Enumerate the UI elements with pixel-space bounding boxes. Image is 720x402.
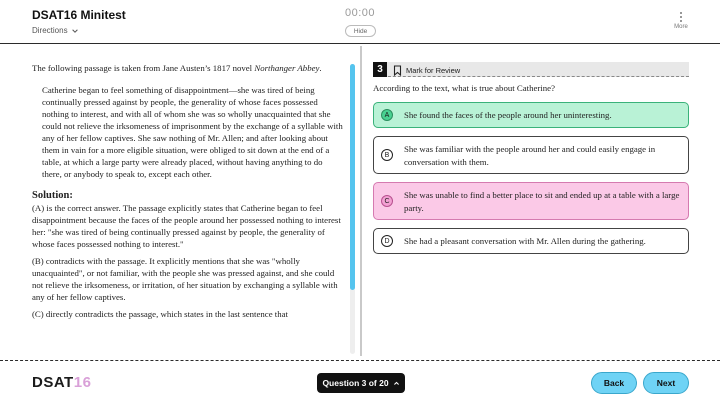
mark-for-review-button[interactable]: [393, 64, 460, 76]
bookmark-icon: [393, 65, 402, 76]
chevron-up-icon: [393, 380, 400, 387]
question-number: 3: [373, 62, 387, 77]
footer-divider: [0, 360, 720, 361]
question-navigator-button[interactable]: [317, 373, 405, 393]
next-button[interactable]: Next: [643, 372, 689, 394]
answer-option-d[interactable]: [373, 228, 689, 254]
directions-label: Directions: [32, 26, 68, 35]
pane-divider[interactable]: [360, 46, 362, 356]
timer: 00:00: [344, 7, 376, 19]
option-text: She had a pleasant conversation with Mr. Allen during the gathering.: [404, 236, 646, 246]
option-text: She found the faces of the people around her uninteresting.: [404, 110, 612, 120]
logo-number: 16: [73, 374, 92, 391]
solution-heading: Solution:: [32, 190, 73, 201]
more-menu-button[interactable]: [669, 12, 693, 30]
mark-for-review-label: Mark for Review: [406, 65, 461, 75]
top-header: [0, 0, 720, 44]
answer-option-b[interactable]: [373, 136, 689, 174]
option-letter: B: [381, 149, 393, 161]
back-button[interactable]: Back: [591, 372, 637, 394]
passage-content: [32, 62, 344, 325]
intro-suffix: .: [319, 63, 322, 73]
more-vertical-icon: [669, 12, 693, 22]
option-letter: A: [381, 109, 393, 121]
question-navigator-label: Question 3 of 20: [322, 378, 389, 388]
directions-toggle[interactable]: [32, 26, 79, 35]
solution-paragraph: (A) is the correct answer. The passage explicitly states that Catherine began to feel disappointment because the faces of the people around her possessed nothing to interest her: "she was tired of being continually pressed against by people, the generality of whose faces possessed nothing to interest.": [32, 203, 341, 249]
solution-paragraph: (C) directly contradicts the passage, which states in the last sentence that: [32, 309, 289, 319]
passage-text: Catherine began to feel something of disappointment—she was tired of being continually pressed against by people, the generality of whose faces possessed nothing to interest, and with all of whom she was so wholly unacquainted that she could not relieve the irksomeness of imprisonment by the exchange of a syllable with any of her fellow captives. She saw nothing of Mr. Allen; and after looking about them in vain for a more eligible situation, were obliged to sit down at the end of a table, at which a large party were already placed, without having anything to do there, or anybody to speak to, except each other.: [42, 85, 343, 179]
option-letter: D: [381, 235, 393, 247]
passage-intro: [32, 62, 344, 74]
intro-prefix: The following passage is taken from Jane Austen’s 1817 novel: [32, 63, 255, 73]
chevron-down-icon: [71, 27, 79, 35]
brand-logo: [32, 374, 91, 391]
intro-book-title: Northanger Abbey: [254, 63, 320, 73]
passage-pane[interactable]: [0, 46, 356, 354]
option-text: She was unable to find a better place to sit and ended up at a table with a large party.: [404, 190, 680, 213]
solution-paragraph: (B) contradicts with the passage. It explicitly mentions that she was "wholly unacquainted", or not familiar, with the people she was pressed against, and she could not relieve the irksomeness, or irritation, of her situation by exchanging a syllable with any of her fellow captives.: [32, 256, 338, 302]
hide-timer-button[interactable]: Hide: [345, 25, 376, 37]
option-text: She was familiar with the people around her and could easily engage in conversation with them.: [404, 144, 656, 167]
option-letter: C: [381, 195, 393, 207]
more-label: More: [674, 24, 688, 30]
passage-scrollbar-thumb[interactable]: [350, 64, 355, 290]
answer-option-a[interactable]: [373, 102, 689, 128]
question-prompt: According to the text, what is true about Catherine?: [373, 83, 555, 93]
logo-text: DSAT: [32, 374, 74, 391]
app-title: DSAT16 Minitest: [32, 8, 126, 22]
answer-option-c[interactable]: [373, 182, 689, 220]
